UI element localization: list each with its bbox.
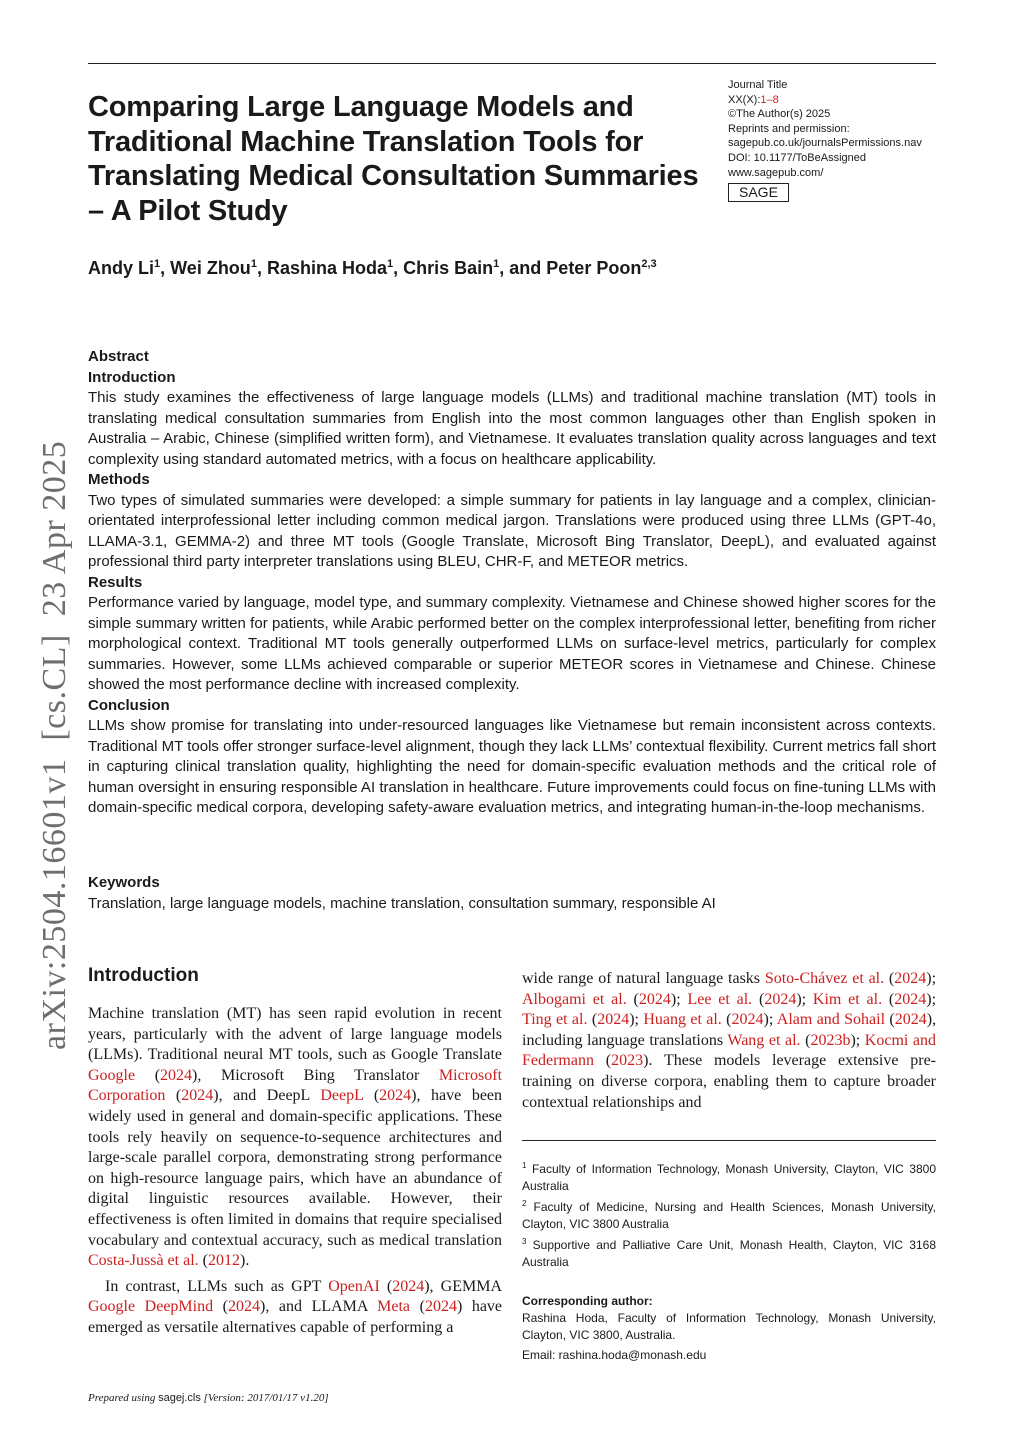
page-footer: Prepared using sagej.cls [Version: 2017/01/17 v1.20]	[88, 1392, 329, 1404]
journal-info	[728, 78, 958, 202]
citation-link[interactable]: 2012	[207, 1252, 240, 1270]
sage-logo: SAGE	[728, 183, 789, 202]
author-list: Andy Li$^1$, Wei Zhou$^1$, Rashina Hoda$^1$, Chris Bain$^1$, and Peter Poon$^{2,3}$	[88, 258, 657, 278]
citation-link[interactable]: 2024	[181, 1087, 214, 1105]
author-name: Wei Zhou	[170, 258, 251, 278]
citation-link[interactable]: Microsoft Corporation	[88, 1066, 503, 1105]
citation-link[interactable]: 2024	[597, 1011, 630, 1029]
citation-link[interactable]: Costa-Jussà et al.	[88, 1252, 199, 1270]
citation-link[interactable]: DeepL	[320, 1087, 364, 1105]
footer-cls: sagej.cls	[158, 1392, 201, 1404]
author-name: Chris Bain	[403, 258, 494, 278]
affiliation-item: $^3$ Supportive and Palliative Care Unit, Monash Health, Clayton, VIC 3168 Australia	[522, 1237, 936, 1269]
citation-link[interactable]: 2024	[638, 990, 671, 1008]
author-name: Rashina Hoda	[266, 258, 387, 278]
citation-link[interactable]: 2023b	[810, 1031, 851, 1049]
affiliation-number: 3	[522, 1237, 527, 1246]
affiliation-number: 2	[522, 1199, 527, 1208]
citation-link[interactable]: 2024	[424, 1298, 457, 1316]
citation-link[interactable]: 2024	[392, 1277, 425, 1295]
citation-link[interactable]: Lee et al.	[687, 990, 753, 1008]
doi: DOI: 10.1177/ToBeAssigned	[728, 151, 866, 164]
citation-link[interactable]: Albogami et al.	[522, 990, 627, 1008]
author-affiliation-mark: 1	[250, 258, 257, 270]
abstract	[88, 347, 936, 819]
corresponding-text: Rashina Hoda, Faculty of Information Technology, Monash University, Clayton, VIC 3800, Australia.	[522, 1311, 936, 1342]
corresponding-email[interactable]: Email: rashina.hoda@monash.edu	[522, 1348, 707, 1362]
citation-link[interactable]: 2024	[731, 1011, 764, 1029]
citation-link[interactable]: 2023	[611, 1052, 644, 1070]
citation-link[interactable]: Meta	[377, 1298, 411, 1316]
abstract-paragraph: Performance varied by language, model type, and summary complexity. Vietnamese and Chinese showed higher scores for the simple summary written for patients, while Arabic performed better on the complex interprofessional letter, benefiting from richer morphological context. Traditional MT tools generally outperformed LLMs on surface-level metrics, particularly for complex summaries. However, some LLMs achieved comparable or superior METEOR scores in Vietnamese and Chinese. Chinese showed the most performance decline with increased complexity.	[88, 594, 936, 693]
abstract-subheading: Introduction	[88, 368, 176, 386]
citation-link[interactable]: 2024	[894, 1011, 927, 1029]
affiliations	[522, 1157, 936, 1271]
page-range-link[interactable]: 1–8	[760, 93, 779, 106]
abstract-paragraph: Two types of simulated summaries were developed: a simple summary for patients in lay language and a complex, clinician-orientated interprofessional letter including common medical jargon. Translations were produced using three LLMs (GPT-4o, LLAMA-3.1, GEMMA-2) and three MT tools (Google Translate, Microsoft Bing Translator, DeepL), and evaluated against professional third party interpreter translations using BLEU, CHR-F, and METEOR metrics.	[88, 491, 936, 570]
corresponding-heading: Corresponding author:	[522, 1294, 653, 1308]
affiliation-item: $^1$ Faculty of Information Technology, Monash University, Clayton, VIC 3800 Australia	[522, 1161, 936, 1193]
keywords-text: Translation, large language models, machine translation, consultation summary, responsible AI	[88, 894, 716, 912]
citation-link[interactable]: Soto-Chávez et al.	[764, 970, 885, 987]
citation-link[interactable]: 2024	[894, 970, 927, 987]
abstract-sections	[88, 368, 936, 819]
citation-link[interactable]: Huang et al.	[643, 1011, 722, 1029]
keywords	[88, 873, 936, 914]
author-affiliation-mark: 1	[493, 258, 500, 270]
citation-link[interactable]: Kocmi and Federmann	[522, 1031, 936, 1070]
intro-paragraph: wide range of natural language tasks Soto-Chávez et al. (2024); Albogami et al. (2024); Lee et al. (2024); Kim et al. (2024); Ting et al. (2024); Huang et al. (2024); Alam and Sohail (2024), including language translations Wang et al. (2023b); Kocmi and Federmann (2023). These models leverage extensive pre-training on diverse corpora, enabling them to capture broader contextual relationships and	[522, 970, 937, 1111]
intro-paragraph: Machine translation (MT) has seen rapid evolution in recent years, particularly with the advent of large language models (LLMs). Traditional neural MT tools, such as Google Translate Google (2024), Microsoft Bing Translator Microsoft Corporation (2024), and DeepL DeepL (2024), have been widely used in general and domain-specific applications. These tools rely heavily on sequence-to-sequence architectures and large-scale parallel corpora, demonstrating strong performance on high-resource language pairs, which have an abundance of digital linguistic resources available. However, their effectiveness is often limited in domains that require specialised vocabulary and contextual accuracy, such as medical translation Costa-Jussà et al. (2012).	[88, 1005, 503, 1270]
author-name: Andy Li	[88, 258, 154, 278]
header-rule	[88, 63, 936, 64]
permissions-url: sagepub.co.uk/journalsPermissions.nav	[728, 137, 922, 150]
abstract-subheading: Conclusion	[88, 696, 170, 714]
citation-link[interactable]: 2024	[228, 1298, 261, 1316]
citation-link[interactable]: 2024	[764, 990, 797, 1008]
introduction-left-column	[88, 1004, 502, 1339]
paper-title: Comparing Large Language Models and Traditional Machine Translation Tools for Translating Medical Consultation Summaries – A Pilot Study	[88, 91, 699, 227]
intro-paragraph: In contrast, LLMs such as GPT OpenAI (2024), GEMMA Google DeepMind (2024), and LLAMA Meta (2024) have emerged as versatile alternatives capable of performing a	[88, 1277, 503, 1336]
reprints-label: Reprints and permission:	[728, 122, 850, 135]
introduction-heading: Introduction	[88, 965, 199, 986]
citation-link[interactable]: Google DeepMind	[88, 1298, 214, 1316]
citation-link[interactable]: OpenAI	[328, 1277, 380, 1295]
arxiv-stamp: arXiv:2504.16601v1 [cs.CL] 23 Apr 2025	[36, 440, 73, 1050]
journal-volume: XX(X):1–8	[728, 93, 779, 106]
affiliation-number: 1	[522, 1161, 527, 1170]
introduction-right-column	[522, 969, 936, 1113]
citation-link[interactable]: Google	[88, 1066, 136, 1084]
abstract-subheading: Results	[88, 573, 143, 591]
affiliation-item: $^2$ Faculty of Medicine, Nursing and Health Sciences, Monash University, Clayton, VIC 3800 Australia	[522, 1199, 936, 1231]
journal-title: Journal Title	[728, 79, 788, 91]
abstract-paragraph: This study examines the effectiveness of large language models (LLMs) and traditional machine translation (MT) tools in translating medical consultation summaries from English into the most common languages other than English spoken in Australia – Arabic, Chinese (simplified written form), and Vietnamese. It evaluates translation quality across languages and text complexity using standard automated metrics, with a focus on healthcare applicability.	[88, 389, 936, 468]
footnote-rule	[522, 1140, 936, 1141]
keywords-heading: Keywords	[88, 874, 160, 891]
author-affiliation-mark: 2,3	[641, 258, 657, 270]
corresponding-author	[522, 1293, 936, 1364]
citation-link[interactable]: Ting et al.	[522, 1011, 588, 1029]
citation-link[interactable]: 2024	[160, 1066, 193, 1084]
author-affiliation-mark: 1	[386, 258, 394, 270]
citation-link[interactable]: 2024	[379, 1087, 412, 1105]
abstract-paragraph: LLMs show promise for translating into under-resourced languages like Vietnamese but remain inconsistent across contexts. Traditional MT tools offer stronger surface-level alignment, though they lack LLMs’ contextual flexibility. Current metrics fall short in capturing clinical translation quality, highlighting the need for domain-specific evaluation methods and the critical role of human oversight in ensuring responsible AI translation in healthcare. Future improvements could focus on fine-tuning LLMs with domain-specific medical corpora, developing safety-aware evaluation metrics, and integrating human-in-the-loop mechanisms.	[88, 717, 936, 816]
author-name: Peter Poon	[546, 258, 642, 278]
citation-link[interactable]: Wang et al.	[727, 1031, 801, 1049]
citation-link[interactable]: Kim et al.	[812, 990, 883, 1008]
citation-link[interactable]: Alam and Sohail	[776, 1011, 886, 1029]
copyright: ©The Author(s) 2025	[728, 108, 831, 121]
abstract-heading: Abstract	[88, 348, 149, 365]
author-affiliation-mark: 1	[154, 258, 161, 270]
citation-link[interactable]: 2024	[894, 990, 927, 1008]
website-url: www.sagepub.com/	[728, 166, 824, 179]
abstract-subheading: Methods	[88, 471, 150, 488]
